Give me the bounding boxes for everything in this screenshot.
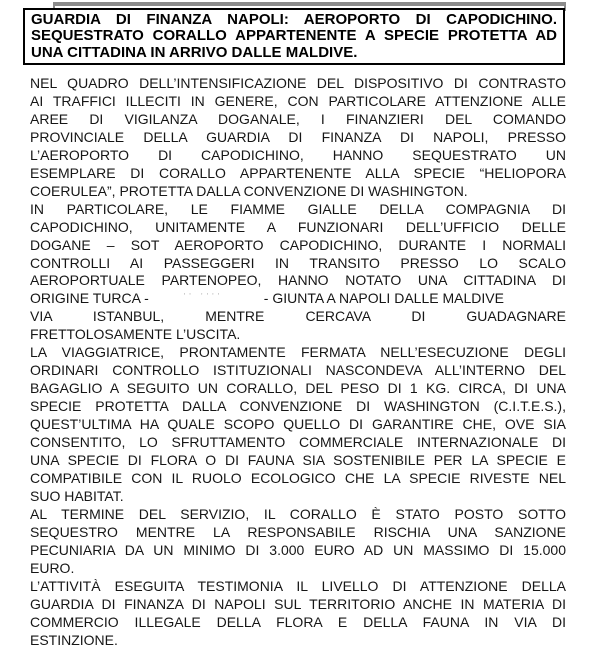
body-paragraph (30, 201, 566, 345)
text-line: CONTROLLI AI PASSEGGERI IN TRANSITO PRESSO LO SCALO (30, 254, 566, 271)
text-line: AEROPORTUALE PARTENOPEO, HANNO NOTATO UNA CITTADINA DI (30, 272, 566, 289)
text-line: SEQUESTRO MENTRE LA RESPONSABILE RISCHIA UNA SANZIONE (30, 523, 566, 540)
text-line: SPECIE PROTETTA DALLA CONVENZIONE DI WASHINGTON (C.I.T.E.S.), (30, 398, 566, 415)
text-line: FRETTOLOSAMENTE L’USCITA. (30, 326, 241, 343)
text-line: GUARDIA DI FINANZA DI NAPOLI SUL TERRITORIO ANCHE IN MATERIA DI (30, 595, 566, 612)
text-line: UNA SPECIE DI FLORA O DI FAUNA SIA SOSTENIBILE PER LA SPECIE E (30, 452, 566, 469)
text-line: VIA ISTANBUL, MENTRE CERCAVA DI GUADAGNARE (30, 308, 566, 325)
text-line: ESTINZIONE. (30, 631, 118, 648)
title-line: SEQUESTRATO CORALLO APPARTENENTE A SPECIE PROTETTA AD (31, 27, 557, 45)
text-line: DOGANE – SOT AEROPORTO CAPODICHINO, DURANTE I NORMALI (30, 236, 566, 253)
text-line: L’ATTIVITÀ ESEGUITA TESTIMONIA IL LIVELLO DI ATTENZIONE DELLA (30, 577, 566, 594)
body-paragraph (30, 506, 566, 578)
text-line: CONSENTITO, LO SFRUTTAMENTO COMMERCIALE INTERNAZIONALE DI (30, 434, 566, 451)
text-line: COMPATIBILE CON IL RUOLO ECOLOGICO CHE LA SPECIE RIVESTE NEL (30, 469, 566, 486)
text-line: AL TERMINE DEL SERVIZIO, IL CORALLO È STATO POSTO SOTTO (30, 505, 566, 522)
text-line: BAGAGLIO A SEGUITO UN CORALLO, DEL PESO DI 1 KG. CIRCA, DI UNA (30, 380, 566, 397)
text-line: PECUNIARIA DA UN MINIMO DI 3.000 EURO AD UN MASSIMO DI 15.000 (30, 541, 566, 558)
text-line: SUO HABITAT. (30, 487, 124, 504)
text-line: EURO. (30, 559, 75, 576)
text-line: AI TRAFFICI ILLECITI IN GENERE, CON PARTICOLARE ATTENZIONE ALLE (30, 92, 566, 109)
text-line: LA VIAGGIATRICE, PRONTAMENTE FERMATA NELL’ESECUZIONE DEGLI (30, 344, 566, 361)
text-line: AREE DI VIGILANZA DOGANALE, I FINANZIERI DEL COMANDO (30, 110, 566, 127)
text-line (30, 290, 566, 308)
title-line: GUARDIA DI FINANZA NAPOLI: AEROPORTO DI CAPODICHINO. (31, 11, 557, 28)
body-paragraph (30, 75, 566, 201)
text-line: COMMERCIO ILLEGALE DELLA FLORA E DELLA FAUNA IN VIA DI (30, 613, 566, 630)
press-release-title-box (23, 8, 565, 65)
text-line: COERULEA”, PROTETTA DALLA CONVENZIONE DI WASHINGTON. (30, 182, 468, 199)
body-paragraph (30, 578, 566, 650)
text-line: ORDINARI CONTROLLO ISTITUZIONALI NASCONDEVA ALL’INTERNO DEL (30, 362, 566, 379)
redacted-line-right: - GIUNTA A NAPOLI DALLE MALDIVE (263, 290, 504, 307)
text-line: L’AEROPORTO DI CAPODICHINO, HANNO SEQUESTRATO UN (30, 146, 566, 163)
redacted-line-left: ORIGINE TURCA - (30, 290, 149, 307)
text-line: QUEST’ULTIMA HA QUALE SCOPO QUELLO DI GARANTIRE CHE, OVE SIA (30, 416, 566, 433)
text-line: NEL QUADRO DELL’INTENSIFICAZIONE DEL DISPOSITIVO DI CONTRASTO (30, 75, 566, 91)
press-release-body (30, 75, 566, 650)
text-line: ESEMPLARE DI CORALLO APPARTENENTE ALLA SPECIE “HELIOPORA (30, 164, 566, 181)
text-line: PROVINCIALE DELLA GUARDIA DI FINANZA DI NAPOLI, PRESSO (30, 128, 566, 145)
title-line: UNA CITTADINA IN ARRIVO DALLE MALDIVE. (31, 43, 358, 61)
body-paragraph (30, 344, 566, 506)
text-line: IN PARTICOLARE, LE FIAMME GIALLE DELLA COMPAGNIA DI (30, 200, 566, 217)
text-line: CAPODICHINO, UNITAMENTE A FUNZIONARI DELL’UFFICIO DELLE (30, 218, 566, 235)
redaction-gap (149, 292, 264, 303)
redaction-marks: '' '''' (183, 292, 224, 302)
